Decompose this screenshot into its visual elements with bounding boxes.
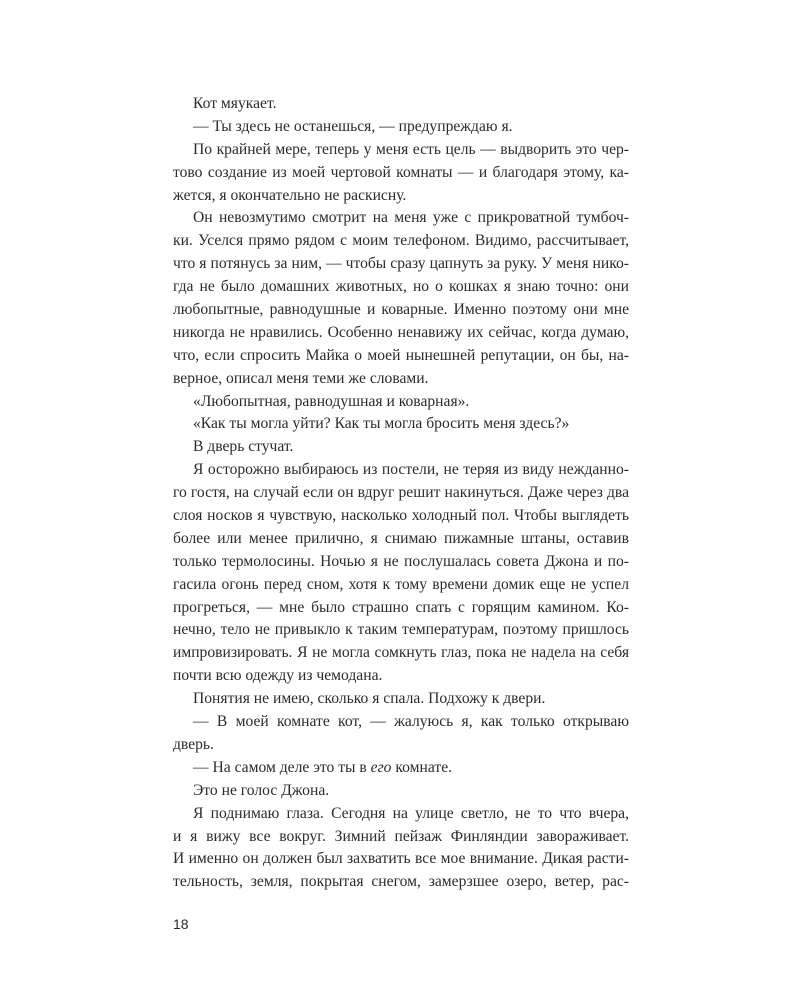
page-number: 18 (173, 916, 189, 932)
text-segment: прогреться, — мне было страшно спать с горящим камином. Ко- (173, 598, 629, 616)
text-segment: и я вижу все вокруг. Зимний пейзаж Финляндии завораживает. (173, 827, 629, 845)
text-segment: Я поднимаю глаза. Сегодня на улице светло, не то что вчера, (193, 804, 629, 822)
text-line (173, 322, 629, 345)
text-line (173, 848, 629, 871)
text-line (173, 665, 629, 688)
text-segment: Понятия не имею, сколько я спала. Подхожу к двери. (193, 690, 546, 708)
text-line (173, 803, 629, 826)
text-segment: нечно, тело не привыкло к таким температурам, поэтому пришлось (173, 621, 629, 639)
text-segment: что, если спросить Майка о моей нынешней репутации, он бы, на- (173, 346, 629, 364)
text-line (173, 185, 629, 208)
text-segment: жется, я окончательно не раскисну. (173, 186, 407, 204)
text-segment: дверь. (173, 735, 214, 753)
text-line (173, 345, 629, 368)
text-segment: — Ты здесь не останешься, — предупреждаю я. (193, 117, 513, 135)
text-line (173, 780, 629, 803)
text-line (173, 299, 629, 322)
text-segment: любопытные, равнодушные и коварные. Именно поэтому они мне (173, 301, 629, 319)
text-line (173, 459, 629, 482)
text-segment: импровизировать. Я не могла сомкнуть глаз, пока не надела на себя (173, 644, 629, 662)
text-segment: Кот мяукает. (193, 95, 277, 112)
text-line (173, 871, 629, 894)
text-segment: В дверь стучат. (193, 438, 294, 456)
text-line (173, 551, 629, 574)
text-segment: тельность, земля, покрытая снегом, замерзшее озеро, ветер, рас- (173, 873, 629, 891)
text-segment: «Любопытная, равнодушная и коварная». (193, 392, 470, 410)
text-line (173, 116, 629, 139)
text-segment: тово создание из моей чертовой комнаты — и благодаря этому, ка- (173, 163, 629, 181)
text-segment: Я осторожно выбираюсь из постели, не теряя из виду нежданно- (193, 461, 629, 479)
text-segment: «Как ты могла уйти? Как ты могла бросить меня здесь?» (193, 415, 570, 433)
text-segment: Он невозмутимо смотрит на меня уже с прикроватной тумбоч- (193, 209, 629, 227)
text-line (173, 207, 629, 230)
text-line (173, 734, 629, 757)
text-line (173, 391, 629, 414)
text-segment: никогда не нравились. Особенно ненавижу их сейчас, когда думаю, (173, 323, 629, 341)
text-segment: ки. Уселся прямо рядом с моим телефоном. Видимо, рассчитывает, (173, 232, 629, 250)
text-segment: По крайней мере, теперь у меня есть цель — выдворить это чер- (193, 140, 629, 158)
text-segment: гасила огонь перед сном, хотя к тому времени домик еще не успел (173, 575, 629, 593)
text-segment: И именно он должен был захватить все мое внимание. Дикая расти- (173, 850, 629, 868)
text-line (173, 413, 629, 436)
text-line (173, 482, 629, 505)
text-segment: что я потянусь за ним, — чтобы сразу цапнуть за руку. У меня нико- (173, 255, 629, 273)
text-segment: гда не было домашних животных, но о кошках я знаю точно: они (173, 278, 629, 296)
text-segment: Это не голос Джона. (193, 781, 330, 799)
text-segment: слоя носков я чувствую, насколько холодный пол. Чтобы выглядеть (173, 507, 629, 525)
text-line (173, 711, 629, 734)
text-line (173, 826, 629, 849)
text-segment: верное, описал меня теми же словами. (173, 369, 429, 387)
text-segment: почти всю одежду из чемодана. (173, 667, 383, 685)
text-line (173, 688, 629, 711)
text-line (173, 162, 629, 185)
text-line (173, 757, 629, 780)
page-body-text (173, 93, 629, 894)
text-line (173, 642, 629, 665)
text-line (173, 368, 629, 391)
text-line (173, 436, 629, 459)
text-line (173, 253, 629, 276)
text-segment: комнате. (391, 758, 453, 776)
text-segment: только термолосины. Ночью я не послушалась совета Джона и по- (173, 552, 629, 570)
text-line (173, 619, 629, 642)
text-line (173, 139, 629, 162)
italic-text: его (370, 758, 392, 776)
text-segment: — В моей комнате кот, — жалуюсь я, как только открываю (193, 713, 629, 731)
text-segment: го гостя, на случай если он вдруг решит накинуться. Даже через два (173, 484, 629, 502)
text-line (173, 574, 629, 597)
text-line (173, 597, 629, 620)
text-line (173, 230, 629, 253)
text-line (173, 93, 629, 116)
text-line (173, 528, 629, 551)
text-line (173, 505, 629, 528)
text-segment: более или менее прилично, я снимаю пижамные штаны, оставив (173, 529, 629, 547)
text-line (173, 276, 629, 299)
text-segment: — На самом деле это ты в (193, 758, 371, 776)
